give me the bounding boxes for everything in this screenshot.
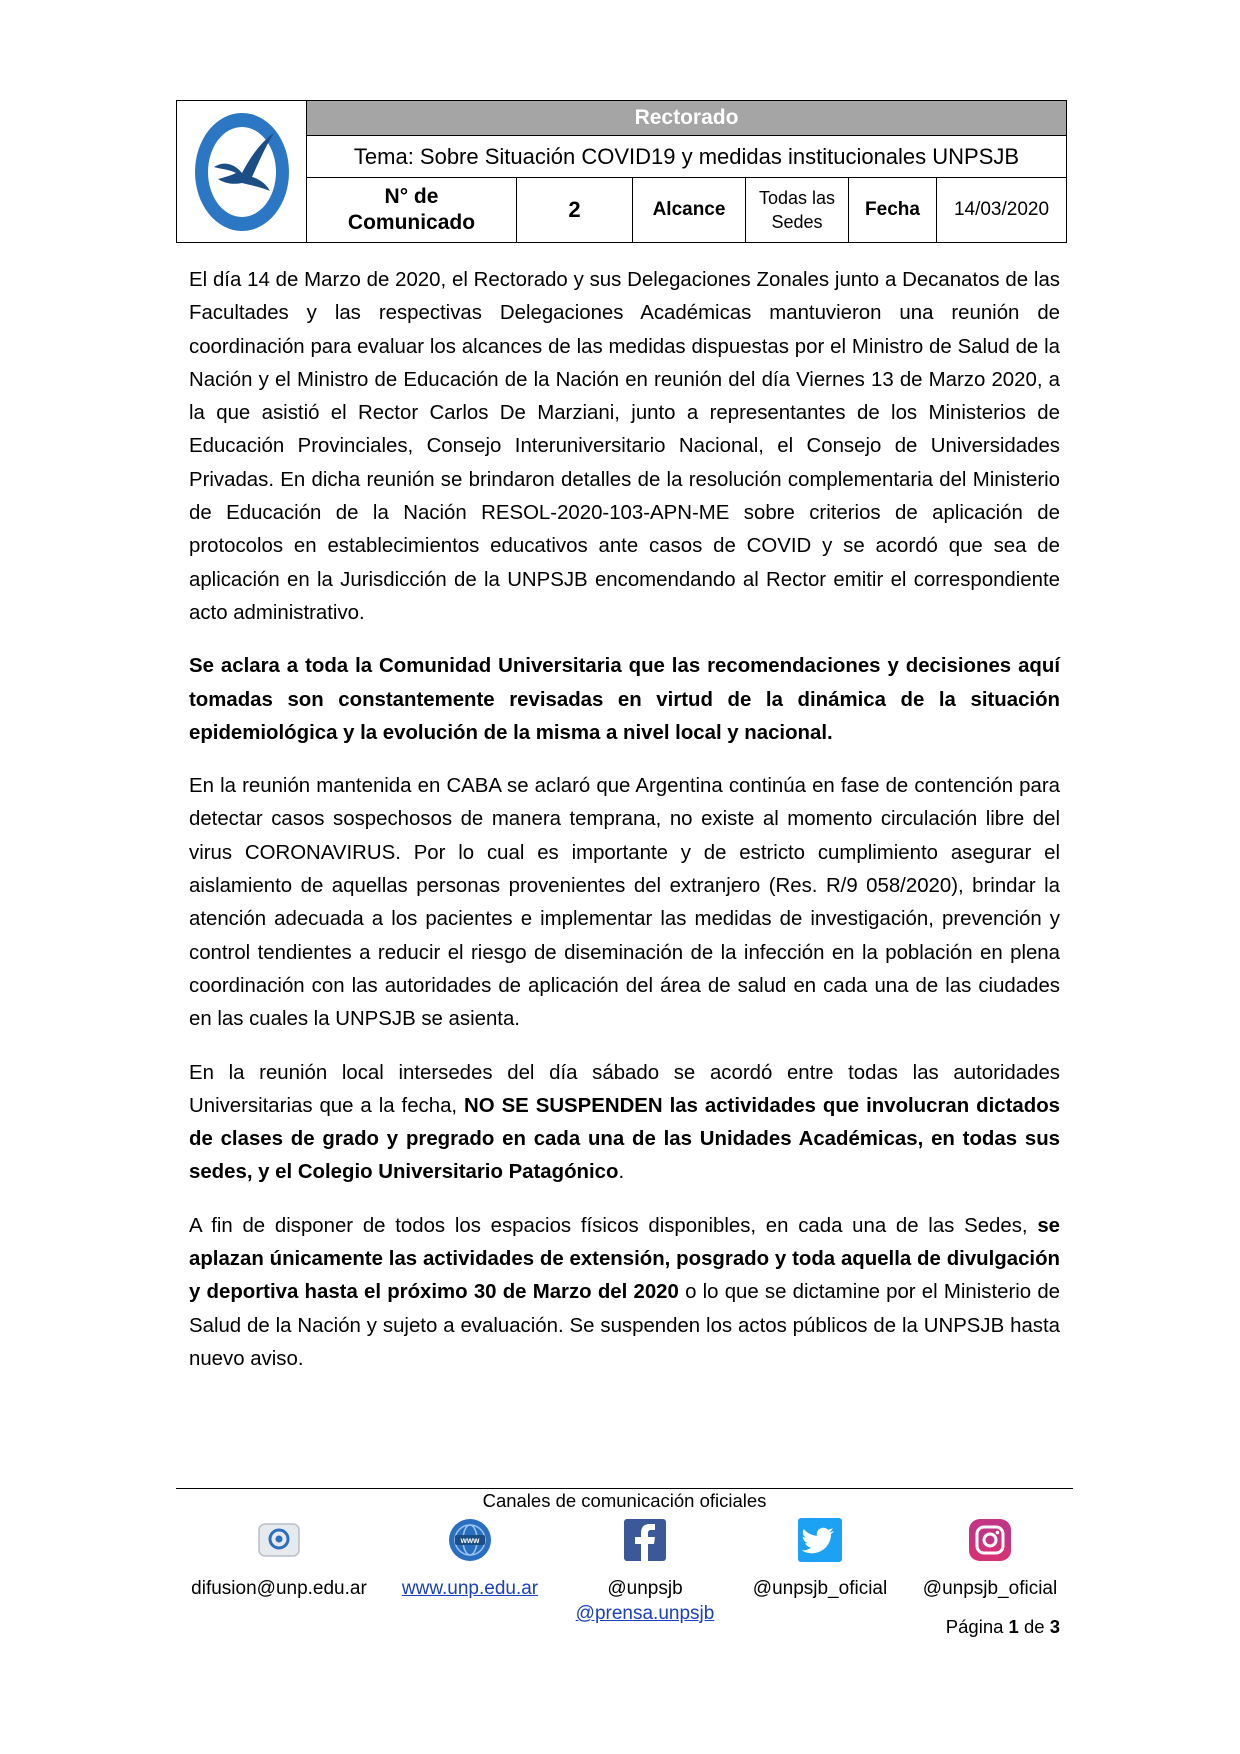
office-title: Rectorado [307,101,1066,136]
twitter-handle[interactable]: @unpsjb_oficial [752,1578,888,1599]
comunicado-number-label [307,178,517,242]
paragraph-4-emphasis: NO SE SUSPENDEN las actividades que involucran dictados de clases de grado y pregrado en cada una de las Unidades Académicas, en todas sus sedes, y el Colegio Universitario Patagónico [189,1094,1061,1184]
header-table [176,100,1067,243]
page-total: 3 [1049,1616,1060,1637]
footer-divider [176,1488,1073,1489]
channel-email [188,1516,370,1601]
fecha-label: Fecha [849,178,937,242]
alcance-value-line1: Todas las [758,187,836,208]
channel-facebook [565,1516,725,1626]
facebook-secondary-handle[interactable]: @prensa.unpsjb [575,1603,715,1624]
paragraph-4-end: . [618,1161,625,1184]
page-prefix: Página [945,1616,1009,1637]
twitter-icon [796,1516,844,1564]
logo-cell [177,101,307,242]
footer-title: Canales de comunicación oficiales [482,1490,767,1511]
channel-instagram [905,1516,1075,1601]
university-logo [192,109,292,235]
alcance-label: Alcance [633,178,746,242]
comunicado-number-value: 2 [517,178,633,242]
page-mid: de [1018,1616,1050,1637]
header-right [307,101,1066,242]
channel-web [390,1516,550,1601]
page-number [946,1616,1060,1638]
paragraph-5-emphasis: se aplazan únicamente las actividades de extensión, posgrado y toda aquella de divulgación y deportiva hasta el próximo 30 de Marzo del 2020 [189,1214,1060,1304]
document-body [189,264,1060,1396]
paragraph-1: El día 14 de Marzo de 2020, el Rectorado y sus Delegaciones Zonales junto a Decanatos de las Facultades y las respectivas Delegaciones Académicas mantuvieron una reunión de coordinación para evaluar los alcances de las medidas dispuestas por el Ministro de Salud de la Nación y el Ministro de Educación de la Nación en reunión del día Viernes 13 de Marzo 2020, a la que asistió el Rector Carlos De Marziani, junto a representantes de los Ministerios de Educación Provinciales, Consejo Interuniversitario Nacional, el Consejo de Universidades Privadas. En dicha reunión se brindaron detalles de la resolución complementaria del Ministerio de Educación de la Nación RESOL-2020-103-APN-ME sobre criterios de aplicación de protocolos en establecimientos educativos ante casos de COVID y se acordó que sea de aplicación en la Jurisdicción de la UNPSJB encomendando al Rector emitir el correspondiente acto administrativo. [189,269,1060,624]
paragraph-5 [189,1210,1060,1376]
fecha-value: 14/03/2020 [953,199,1050,220]
paragraph-4 [189,1057,1060,1190]
paragraph-2: Se aclara a toda la Comunidad Universitaria que las recomendaciones y decisiones aquí tomadas son constantemente revisadas en virtud de la dinámica de la situación epidemiológica y la evolución de la misma a nivel local y nacional. [189,655,1060,744]
instagram-icon [966,1516,1014,1564]
paragraph-5-intro: A fin de disponer de todos los espacios físicos disponibles, en cada una de las Sedes, [189,1214,1038,1237]
paragraph-3: En la reunión mantenida en CABA se aclaró que Argentina continúa en fase de contención para detectar casos sospechosos de manera temprana, no existe al momento circulación libre del virus CORONAVIRUS. Por lo cual es importante y de estricto cumplimiento asegurar el aislamiento de aquellas personas provenientes del extranjero (Res. R/9 058/2020), brindar la atención adecuada a los pacientes e implementar las medidas de investigación, prevención y control tendientes a reducir el riesgo de diseminación de la infección en la población en plena coordinación con las autoridades de aplicación del área de salud en cada una de las ciudades en las cuales la UNPSJB se asienta. [189,775,1060,1031]
paragraph-4-intro: En la reunión local intersedes del día sábado se acordó entre todas las autoridades Universitarias que a la fecha, [189,1061,1060,1117]
instagram-handle[interactable]: @unpsjb_oficial [922,1578,1058,1599]
svg-text:www: www [460,1536,480,1545]
page-current: 1 [1008,1616,1019,1637]
comunicado-label-line1: N° de [384,184,439,208]
globe-www-icon [446,1516,494,1564]
facebook-handle[interactable]: @unpsjb [607,1578,683,1599]
email-icon [255,1516,303,1564]
channel-twitter [735,1516,905,1601]
paragraph-5-end: o lo que se dictamine por el Ministerio de Salud de la Nación y sujeto a evaluación. Se suspenden los actos públicos de la UNPSJB hasta nuevo aviso. [189,1281,1061,1370]
website-link[interactable]: www.unp.edu.ar [401,1578,539,1599]
subject-line: Tema: Sobre Situación COVID19 y medidas institucionales UNPSJB [307,136,1066,178]
info-row [307,178,1066,242]
comunicado-label-line2: Comunicado [347,211,476,234]
facebook-icon [621,1516,669,1564]
email-address[interactable]: difusion@unp.edu.ar [191,1578,367,1599]
alcance-value-line2: Sedes [771,212,823,232]
alcance-value [746,178,849,242]
